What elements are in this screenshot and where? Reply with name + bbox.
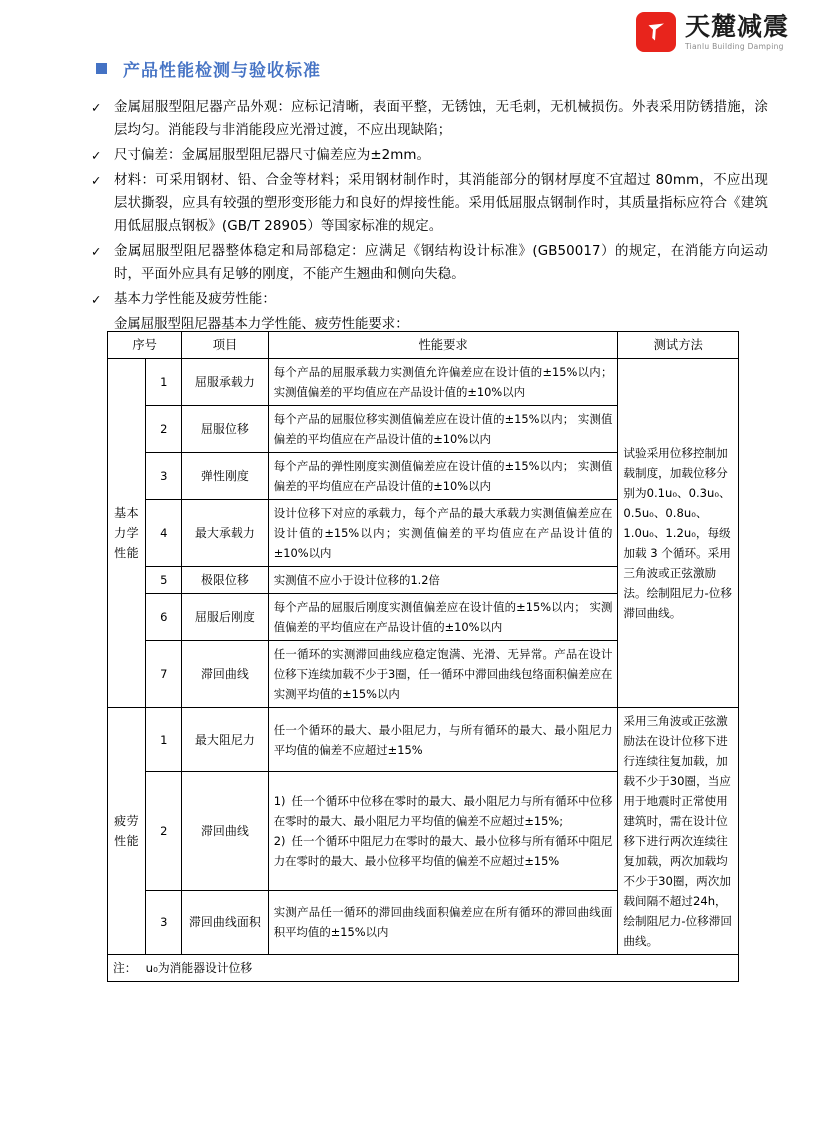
brand-name-en: Tianlu Building Damping <box>684 41 784 51</box>
square-bullet-icon <box>96 63 107 74</box>
check-icon: ✓ <box>91 100 102 115</box>
row-number: 3 <box>146 453 182 500</box>
list-item <box>88 169 768 238</box>
list-item-text: 基本力学性能及疲劳性能： <box>114 292 276 307</box>
sub-requirement <box>274 831 613 871</box>
sub-requirement-marker: 1) <box>273 793 286 808</box>
row-requirement: 任一个循环的最大、最小阻尼力，与所有循环的最大、最小阻尼力平均值的偏差不应超过±15% <box>268 708 618 772</box>
performance-spec-table <box>107 331 739 982</box>
row-item-name: 滞回曲线 <box>182 641 268 708</box>
row-number: 2 <box>146 406 182 453</box>
group-category-mechanical: 基本力学性能 <box>108 359 146 708</box>
table-row <box>108 708 739 772</box>
table-row <box>108 359 739 406</box>
table-note-label: 注： <box>113 961 137 975</box>
list-item <box>88 96 768 142</box>
row-item-name: 弹性刚度 <box>182 453 268 500</box>
row-item-name: 滞回曲线 <box>182 772 268 891</box>
row-number: 2 <box>146 772 182 891</box>
tianlu-logo-icon <box>636 12 676 52</box>
group-category-fatigue: 疲劳性能 <box>108 708 146 955</box>
column-header-item: 项目 <box>182 332 268 359</box>
table-note <box>108 955 739 982</box>
row-item-name: 最大阻尼力 <box>182 708 268 772</box>
group-test-method-mechanical: 试验采用位移控制加载制度，加载位移分别为0.1u₀、0.3u₀、0.5u₀、0.8u₀、1.0u₀、1.2u₀，每级加载 3 个循环。采用三角波或正弦激励法。绘制阻尼力-位移滞回曲线。 <box>618 359 739 708</box>
page-title: 产品性能检测与验收标准 <box>123 61 321 81</box>
brand-name-block <box>684 11 789 51</box>
group-test-method-fatigue: 采用三角波或正弦激励法在设计位移下进行连续往复加载，加载不少于30圈，当应用于地震时正常使用建筑时，需在设计位移下进行两次连续往复加载，两次加载均不少于30圈，两次加载间隔不超过24h，绘制阻尼力-位移滞回曲线。 <box>618 708 739 955</box>
brand-name-cn: 天麓减震 <box>684 11 789 41</box>
row-requirement: 每个产品的屈服位移实测值偏差应在设计值的±15%以内； 实测值偏差的平均值应在产品设计值的±10%以内 <box>268 406 618 453</box>
row-item-name: 屈服后刚度 <box>182 594 268 641</box>
row-number: 5 <box>146 567 182 594</box>
sub-requirement-marker: 2) <box>273 833 286 848</box>
list-item <box>88 240 768 286</box>
row-number: 6 <box>146 594 182 641</box>
row-item-name: 极限位移 <box>182 567 268 594</box>
table-header-row <box>108 332 739 359</box>
check-icon: ✓ <box>91 292 102 307</box>
row-requirement-sublist <box>268 772 618 891</box>
column-header-method: 测试方法 <box>618 332 739 359</box>
list-item <box>88 144 768 167</box>
row-requirement: 每个产品的弹性刚度实测值偏差应在设计值的±15%以内； 实测值偏差的平均值应在产品设计值的±10%以内 <box>268 453 618 500</box>
row-item-name: 屈服承载力 <box>182 359 268 406</box>
list-item-text: 材料：可采用钢材、铅、合金等材料；采用钢材制作时，其消能部分的钢材厚度不宜超过 80mm，不应出现层状撕裂，应具有较强的塑形变形能力和良好的焊接性能。采用低屈服点钢制作时，其质量指标应符合《建筑用低屈服点钢板》(GB/T 28905）等国家标准的规定。 <box>114 173 768 234</box>
row-requirement: 每个产品的屈服后刚度实测值偏差应在设计值的±15%以内； 实测值偏差的平均值应在产品设计值的±10%以内 <box>268 594 618 641</box>
column-header-requirement: 性能要求 <box>268 332 618 359</box>
row-number: 1 <box>146 359 182 406</box>
section-heading <box>96 56 321 81</box>
row-item-name: 最大承载力 <box>182 500 268 567</box>
row-requirement: 任一循环的实测滞回曲线应稳定饱满、光滑、无异常。产品在设计位移下连续加载不少于3圈，任一循环中滞回曲线包络面积偏差应在实测平均值的±15%以内 <box>268 641 618 708</box>
list-item <box>88 288 768 311</box>
row-requirement: 实测产品任一循环的滞回曲线面积偏差应在所有循环的滞回曲线面积平均值的±15%以内 <box>268 890 618 954</box>
list-item-text: 金属屈服型阻尼器整体稳定和局部稳定：应满足《钢结构设计标准》(GB50017）的规定，在消能方向运动时，平面外应具有足够的刚度，不能产生翘曲和侧向失稳。 <box>114 244 768 282</box>
table-note-text: u₀为消能器设计位移 <box>145 961 253 975</box>
sub-requirement <box>274 791 613 831</box>
brand-header <box>636 12 789 52</box>
row-number: 7 <box>146 641 182 708</box>
list-item-text: 金属屈服型阻尼器产品外观：应标记清晰，表面平整，无锈蚀，无毛刺，无机械损伤。外表采用防锈措施，涂层均匀。消能段与非消能段应光滑过渡，不应出现缺陷； <box>114 100 768 138</box>
row-requirement: 实测值不应小于设计位移的1.2倍 <box>268 567 618 594</box>
list-item-text: 尺寸偏差：金属屈服型阻尼器尺寸偏差应为±2mm。 <box>114 148 431 163</box>
table-note-row <box>108 955 739 982</box>
check-icon: ✓ <box>91 173 102 188</box>
requirements-list <box>88 96 768 336</box>
logo-t-glyph <box>636 12 676 52</box>
sub-requirement-text: 任一个循环中位移在零时的最大、最小阻尼力与所有循环中位移在零时的最大、最小阻尼力平均值的偏差不应超过±15%; <box>273 793 613 828</box>
row-item-name: 滞回曲线面积 <box>182 890 268 954</box>
sub-requirement-text: 任一个循环中阻尼力在零时的最大、最小位移与所有循环中阻尼力在零时的最大、最小位移平均值的偏差不应超过±15% <box>273 833 613 868</box>
row-requirement: 设计位移下对应的承载力，每个产品的最大承载力实测值偏差应在设计值的±15%以内；实测值偏差的平均值应在产品设计值的±10%以内 <box>268 500 618 567</box>
check-icon: ✓ <box>91 244 102 259</box>
row-number: 4 <box>146 500 182 567</box>
row-number: 3 <box>146 890 182 954</box>
performance-table-container <box>107 331 739 982</box>
row-item-name: 屈服位移 <box>182 406 268 453</box>
list-item-subtext: 金属屈服型阻尼器基本力学性能、疲劳性能要求： <box>114 317 409 332</box>
row-number: 1 <box>146 708 182 772</box>
check-icon: ✓ <box>91 148 102 163</box>
row-requirement: 每个产品的屈服承载力实测值允许偏差应在设计值的±15%以内； 实测值偏差的平均值应在产品设计值的±10%以内 <box>268 359 618 406</box>
column-header-no: 序号 <box>108 332 182 359</box>
